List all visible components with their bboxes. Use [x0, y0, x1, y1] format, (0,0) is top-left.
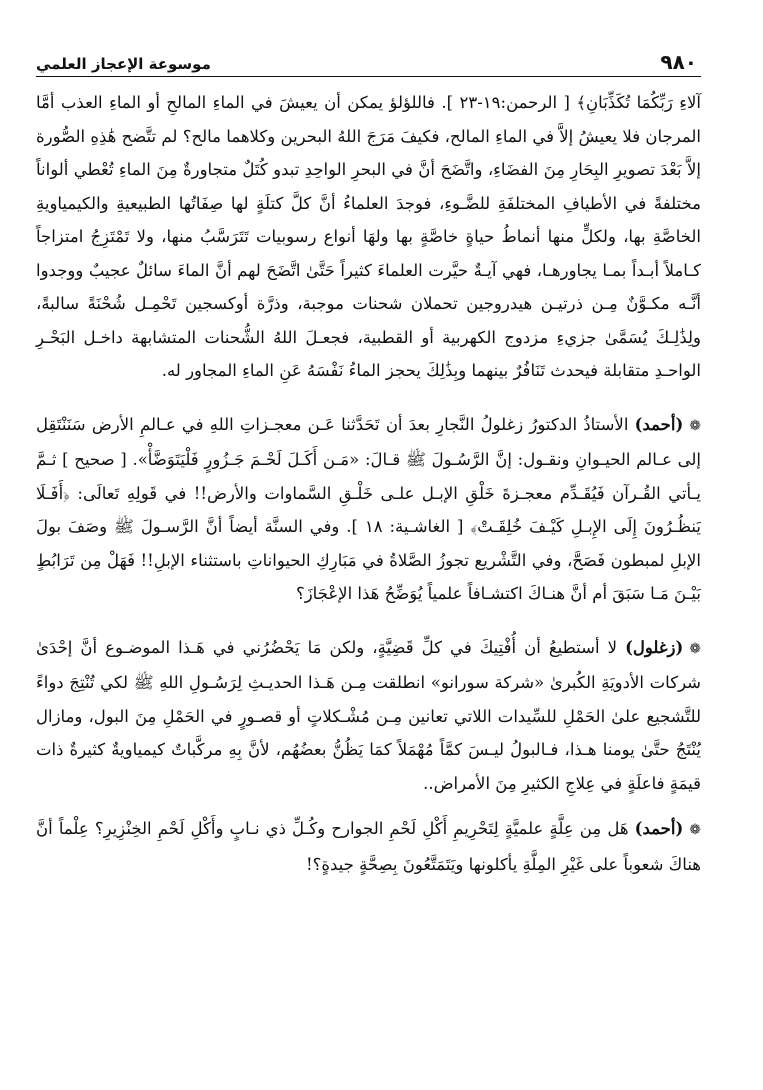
- paragraph-1: آلاءِ رَبِّكُمَا تُكَذِّبَانِ﴾ [ الرحمن:١٩-٢٣ ]. فاللؤلؤ يمكن أن يعيشَ في الماءِ المالحِ أو الماءِ العذب أمَّا المرجان فلا يعيشُ إلاَّ في الماءِ المالح، فكيفَ مَرَجَ اللهُ البحرين وكلاهما مالح؟ لم تتَّضح هَٰذِهِ الصُّورة إلاَّ بَعْدَ تصويرِ البِحَارِ مِنَ الفضَاءِ، واتَّضَحَ أنَّ في البحرِ الواحِدِ تبدو كُتَلٌ متجاورةٌ مِنَ الماءِ تُعْطي ألواناً مختلفةً في الأطيافِ المختلفَةِ للضَّـوءِ، فوجدَ العلماءُ أنَّ كلَّ كتلَةٍ لها صِفَاتُها الطبيعيةِ والكيمياويةِ الخاصَّةِ بها، ولكلٍّ منها أنماطُ حياةٍ خاصَّةٍ بها ولهَا أنواع رسوبيات تَتَرَسَّبُ منها، ولا تَمْتَزِجُ امتزاجاً كـاملاً أبـداً بمـا يجاورهـا، فهي آيـةٌ حيَّرت العلماءَ كثيراً حَتَّىٰ اتَّضَحَ لهم أنَّ الماءَ سائلٌ عجيبٌ ووجدوا أنَّـه مكـوَّنٌ مِـن ذرتيـن هيدروجين تحملان شحنات موجبة، وذرَّة أوكسجين تَحْمِـل شُحْنَةً سالبةً، ولِذَٰلِـكَ يُسَمَّىٰ جزيءِ مزدوج الكهربية أو القطبية، فجعـلَ اللهُ الشُّحنات المتشابهة داخـل البَحْـرِ الواحـدِ متقابلة فيحدث تَنَافُرٌ بينهما وبِذَٰلِكَ يحجز الماءُ نَفْسَهُ عَنِ الماءِ المجاور له.: [36, 93, 701, 380]
- speaker-label: (زغلول): [625, 637, 684, 657]
- page-number: ٩٨٠: [660, 50, 697, 74]
- flower-ornament-icon: ❁: [689, 640, 701, 657]
- book-title: موسوعة الإعجاز العلمي: [36, 55, 211, 73]
- paragraph-2: [36, 408, 701, 611]
- paragraph-text: لا أستطيعُ أن أُفْتِيكَ في كلِّ قَضِيَّةٍ، ولكن مَا يَحْضُرُني في هَـذا الموضـوع أنَّ إحْدَىٰ شركات الأدويَةِ الكُبرىٰ «شركة سورانو» انطلقت مِـن هَـذا الحديـثِ لِرَسُـولِ اللهِ ﷺ لكي تُنْتِجَ دواءً للتَّشجيع علىٰ الحَمْلِ للسِّيدات اللاتي تعانين مِـن مُشْـكلاتٍ أو قصـورٍ في الحَمْلِ مِنَ البول، ومازال يُنْتَجُ حتَّىٰ يومنا هـذا، فـالبولُ ليـسَ كمَّاً مُهْمَلاً كمَا يَظُنُّ بعضُهُم، لأنَّ بِهِ مركَّباتٌ كيمياويةٌ كثيرةٌ ذات قيمَةٍ فاعلَةٍ في عِلاجِ الكثيرِ مِنَ الأمراض..: [36, 637, 701, 793]
- paragraph-text: الأستاذُ الدكتورُ زغلولُ النَّجارِ بعدَ أن تَحَدَّثنا عَـن معجـزاتِ اللهِ في عـالمِ الأرض سَنَنْتَقِل إلى عـالم الحيـوانِ ونقـول: إنَّ الرَّسُـولَ ﷺ قـالَ: «مَـن أَكَـلَ لَحْـمَ جَـزُورٍ فَلْيَتَوَضَّأْ». [ صحيح ] ثـمَّ يـأتي القُـرآن فَيُقَـدِّم معجـزةَ خَلْقِ الإبـل علـى خَلْـقِ السَّماوات والأرض!! في قَولِهِ تَعالَى: ﴿أَفَـلَا يَنظُـرُونَ إِلَى الإِبـلِ كَيْـفَ خُلِقَـتْ﴾ [ الغاشـية: ١٨ ]. وفي السنَّة أيضاً أنَّ الرَّسـولَ ﷺ وصَفَ بولَ الإبلِ لمبطون فَصَحَّ، وفي التَّشْريع تجوزُ الصَّلاةُ في مَبَارِكِ الحيواناتِ باستثناء الإبلِ!! فَهَلْ مِن تَرَابُطٍ بَيْـنَ مَـا سَبَقَ أم أنَّ هنـاكَ اكتشـافاً علمياً يُوَضِّحُ هَذا الإعْجَازَ؟: [36, 414, 701, 603]
- speaker-label: (أحمد): [634, 414, 684, 434]
- paragraph-text: هَل مِن عِلَّةٍ علميَّةٍ لِتَحْرِيمِ أَكْلِ لَحْمِ الجوارح وكُـلِّ ذي نـابٍ وأَكْلِ لَحْمِ الخِنْزِيرِ؟ عِلْماً أنَّ هناكَ شعوباً على غَيْرِ المِلَّةِ يأكلونها ويَتَمَتَّعُونَ بِصِحَّةٍ جيدةٍ؟!: [36, 819, 701, 874]
- paragraph-4: [36, 812, 701, 881]
- paragraph-3: [36, 631, 701, 801]
- speaker-label: (أحمد): [634, 819, 684, 838]
- page-body: [36, 86, 701, 881]
- flower-ornament-icon: ❁: [689, 417, 702, 434]
- flower-ornament-icon: ❁: [689, 822, 701, 838]
- page-header: [36, 44, 701, 77]
